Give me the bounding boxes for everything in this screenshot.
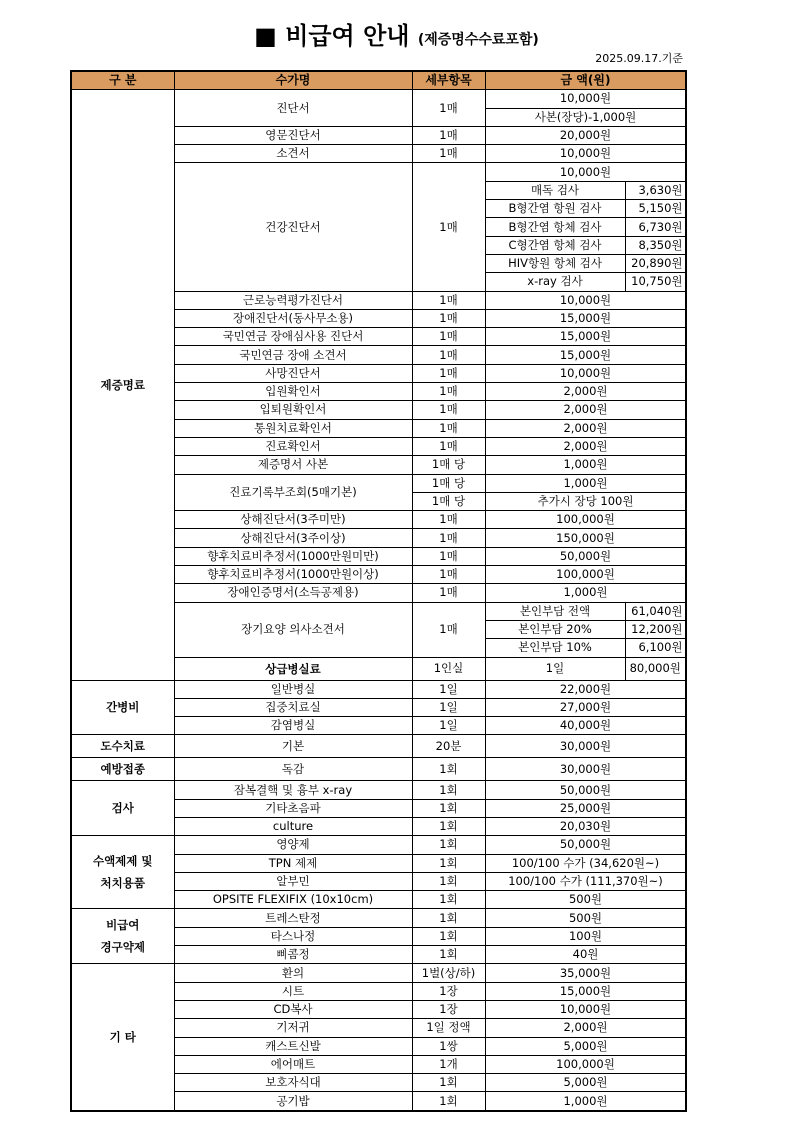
item-amount: 100/100 수가 (111,370원~)	[485, 872, 686, 890]
item-unit: 1매	[412, 126, 485, 144]
item-name: 입퇴원확인서	[174, 401, 412, 419]
sub-item-price: 5,150원	[625, 200, 686, 218]
item-amount: 2,000원	[485, 401, 686, 419]
item-name: 근로능력평가진단서	[174, 291, 412, 309]
item-unit: 1쌍	[412, 1037, 485, 1055]
item-unit: 1일 정액	[412, 1019, 485, 1037]
item-name: 통원치료확인서	[174, 419, 412, 437]
item-amount: 5,000원	[485, 1074, 686, 1092]
sub-item-label: 본인부담 전액	[485, 602, 625, 620]
sub-item-label: C형간염 항체 검사	[485, 236, 625, 254]
item-amount: 1,000원	[485, 1092, 686, 1111]
table-row	[71, 680, 686, 698]
item-name: 집중치료실	[174, 698, 412, 716]
table-row	[71, 90, 686, 108]
item-unit: 1매	[412, 584, 485, 602]
item-amount: 2,000원	[485, 437, 686, 455]
item-amount: 15,000원	[485, 309, 686, 327]
item-name: 기저귀	[174, 1019, 412, 1037]
item-unit: 1매	[412, 566, 485, 584]
item-amount: 30,000원	[485, 735, 686, 758]
item-amount: 사본(장당)-1,000원	[485, 108, 686, 126]
item-unit: 1매	[412, 383, 485, 401]
sub-item-label: HIV항원 항체 검사	[485, 254, 625, 272]
item-name: 건강진단서	[174, 163, 412, 291]
item-name: 시트	[174, 982, 412, 1000]
item-amount: 20,000원	[485, 126, 686, 144]
item-name: 장애인증명서(소득공제용)	[174, 584, 412, 602]
item-name: culture	[174, 817, 412, 835]
reference-date: 2025.09.17.기준	[595, 52, 683, 65]
header-item: 수가명	[174, 71, 412, 90]
fee-table	[70, 70, 687, 1112]
item-amount: 100,000원	[485, 1055, 686, 1073]
item-amount: 40,000원	[485, 717, 686, 735]
item-amount: 50,000원	[485, 547, 686, 565]
item-unit: 1매 당	[412, 492, 485, 510]
item-amount: 2,000원	[485, 383, 686, 401]
header-unit: 세부항목	[412, 71, 485, 90]
item-name: 트레스탄정	[174, 909, 412, 927]
item-name: 향후치료비추정서(1000만원미만)	[174, 547, 412, 565]
item-unit: 1회	[412, 927, 485, 945]
item-amount: 150,000원	[485, 529, 686, 547]
item-amount: 15,000원	[485, 982, 686, 1000]
item-amount: 50,000원	[485, 836, 686, 854]
sub-item-price: 6,100원	[625, 639, 686, 657]
table-row	[71, 735, 686, 758]
header-amount: 금 액(원)	[485, 71, 686, 90]
item-unit: 1장	[412, 1000, 485, 1018]
sub-item-price: 8,350원	[625, 236, 686, 254]
item-name: 캐스트신발	[174, 1037, 412, 1055]
item-unit: 1매	[412, 328, 485, 346]
item-unit: 1매	[412, 163, 485, 291]
category-cell: 예방접종	[71, 758, 174, 781]
item-unit: 1회	[412, 781, 485, 799]
category-cell: 비급여 경구약제	[71, 909, 174, 964]
item-amount: 500원	[485, 909, 686, 927]
item-amount: 15,000원	[485, 328, 686, 346]
item-amount: 추가시 장당 100원	[485, 492, 686, 510]
sub-item-label: B형간염 항원 검사	[485, 200, 625, 218]
item-amount: 15,000원	[485, 346, 686, 364]
item-amount: 10,000원	[485, 1000, 686, 1018]
item-name: 입원확인서	[174, 383, 412, 401]
table-row	[71, 758, 686, 781]
header-row	[71, 71, 686, 90]
item-name: 영문진단서	[174, 126, 412, 144]
item-unit: 1회	[412, 946, 485, 964]
item-amount: 22,000원	[485, 680, 686, 698]
category-cell: 간병비	[71, 680, 174, 735]
header-category: 구 분	[71, 71, 174, 90]
item-amount: 10,000원	[485, 90, 686, 108]
item-name: 일반병실	[174, 680, 412, 698]
item-unit: 1매	[412, 419, 485, 437]
item-name: 독감	[174, 758, 412, 781]
item-unit: 1회	[412, 758, 485, 781]
item-name: 잠복결핵 및 흉부 x-ray	[174, 781, 412, 799]
sub-item-price: 3,630원	[625, 181, 686, 199]
item-name: 진료기록부조회(5매기본)	[174, 474, 412, 511]
item-amount: 1,000원	[485, 456, 686, 474]
item-unit: 1매	[412, 364, 485, 382]
item-unit: 1매	[412, 346, 485, 364]
item-unit: 1매 당	[412, 456, 485, 474]
item-name: 기타초음파	[174, 799, 412, 817]
item-name: 타스나정	[174, 927, 412, 945]
item-name: 1인실	[412, 657, 485, 680]
item-unit: 1회	[412, 854, 485, 872]
title-sub: (제증명수수료포함)	[417, 32, 539, 48]
sub-item-price: 20,890원	[625, 254, 686, 272]
item-unit: 1장	[412, 982, 485, 1000]
item-name: 장기요양 의사소견서	[174, 602, 412, 657]
item-name: 진단서	[174, 90, 412, 127]
sub-item-label: 매독 검사	[485, 181, 625, 199]
item-unit: 1매	[412, 291, 485, 309]
table-body	[71, 90, 686, 1111]
sub-item-price: 6,730원	[625, 218, 686, 236]
item-amount: 40원	[485, 946, 686, 964]
category-cell: 수액제제 및 처치용품	[71, 836, 174, 909]
category-cell: 상급병실료	[174, 657, 412, 680]
sub-item-label: x-ray 검사	[485, 273, 625, 291]
item-amount: 25,000원	[485, 799, 686, 817]
item-unit: 1개	[412, 1055, 485, 1073]
item-amount: 1,000원	[485, 474, 686, 492]
item-amount: 35,000원	[485, 964, 686, 982]
category-cell: 검사	[71, 781, 174, 836]
item-unit: 1회	[412, 799, 485, 817]
item-unit: 1매	[412, 90, 485, 127]
item-name: 삐콤정	[174, 946, 412, 964]
page-title	[0, 20, 793, 56]
item-name: OPSITE FLEXIFIX (10x10cm)	[174, 891, 412, 909]
sub-item-price: 61,040원	[625, 602, 686, 620]
item-unit: 1매 당	[412, 474, 485, 492]
item-amount: 500원	[485, 891, 686, 909]
item-name: 상해진단서(3주이상)	[174, 529, 412, 547]
table-row	[71, 964, 686, 982]
item-unit: 1매	[412, 145, 485, 163]
item-name: 보호자식대	[174, 1074, 412, 1092]
item-name: 알부민	[174, 872, 412, 890]
table-row	[71, 781, 686, 799]
item-unit: 1회	[412, 817, 485, 835]
item-unit: 1매	[412, 437, 485, 455]
item-unit: 1일	[412, 698, 485, 716]
item-unit: 1일	[412, 717, 485, 735]
table-row	[71, 909, 686, 927]
title-main: ■ 비급여 안내	[254, 22, 410, 50]
item-amount: 30,000원	[485, 758, 686, 781]
item-name: 향후치료비추정서(1000만원이상)	[174, 566, 412, 584]
sub-item-price: 10,750원	[625, 273, 686, 291]
item-amount: 100,000원	[485, 511, 686, 529]
item-unit: 20분	[412, 735, 485, 758]
item-unit: 1회	[412, 1074, 485, 1092]
item-name: 진료확인서	[174, 437, 412, 455]
item-unit: 1회	[412, 836, 485, 854]
item-unit: 1회	[412, 872, 485, 890]
item-name: TPN 제제	[174, 854, 412, 872]
item-amount: 10,000원	[485, 291, 686, 309]
item-amount: 1,000원	[485, 584, 686, 602]
item-amount: 5,000원	[485, 1037, 686, 1055]
item-unit: 1일	[485, 657, 625, 680]
item-name: 국민연금 장애 소견서	[174, 346, 412, 364]
item-unit: 1벌(상/하)	[412, 964, 485, 982]
item-amount: 10,000원	[485, 145, 686, 163]
category-cell: 도수치료	[71, 735, 174, 758]
item-name: CD복사	[174, 1000, 412, 1018]
item-name: 에어매트	[174, 1055, 412, 1073]
table-row	[71, 836, 686, 854]
item-amount: 100원	[485, 927, 686, 945]
sub-item-label: 본인부담 20%	[485, 620, 625, 638]
item-name: 상해진단서(3주미만)	[174, 511, 412, 529]
item-unit: 1매	[412, 602, 485, 657]
item-name: 감염병실	[174, 717, 412, 735]
sub-item-label: B형간염 항체 검사	[485, 218, 625, 236]
item-name: 사망진단서	[174, 364, 412, 382]
item-name: 제증명서 사본	[174, 456, 412, 474]
item-unit: 1매	[412, 309, 485, 327]
item-amount: 100/100 수가 (34,620원~)	[485, 854, 686, 872]
item-amount: 80,000원	[625, 657, 686, 680]
item-name: 장애진단서(동사무소용)	[174, 309, 412, 327]
item-unit: 1매	[412, 511, 485, 529]
item-name: 환의	[174, 964, 412, 982]
item-name: 기본	[174, 735, 412, 758]
item-unit: 1회	[412, 891, 485, 909]
item-amount: 10,000원	[485, 163, 686, 181]
sub-item-label: 본인부담 10%	[485, 639, 625, 657]
item-amount: 2,000원	[485, 1019, 686, 1037]
category-cell: 제증명료	[71, 90, 174, 680]
item-unit: 1매	[412, 547, 485, 565]
item-unit: 1일	[412, 680, 485, 698]
item-unit: 1매	[412, 401, 485, 419]
item-amount: 10,000원	[485, 364, 686, 382]
item-name: 공기밥	[174, 1092, 412, 1111]
item-amount: 100,000원	[485, 566, 686, 584]
item-amount: 20,030원	[485, 817, 686, 835]
item-amount: 2,000원	[485, 419, 686, 437]
item-amount: 27,000원	[485, 698, 686, 716]
sub-item-price: 12,200원	[625, 620, 686, 638]
item-name: 국민연금 장애심사용 진단서	[174, 328, 412, 346]
category-cell: 기 타	[71, 964, 174, 1111]
item-name: 소견서	[174, 145, 412, 163]
item-unit: 1회	[412, 909, 485, 927]
item-amount: 50,000원	[485, 781, 686, 799]
item-unit: 1매	[412, 529, 485, 547]
item-name: 영양제	[174, 836, 412, 854]
item-unit: 1회	[412, 1092, 485, 1111]
